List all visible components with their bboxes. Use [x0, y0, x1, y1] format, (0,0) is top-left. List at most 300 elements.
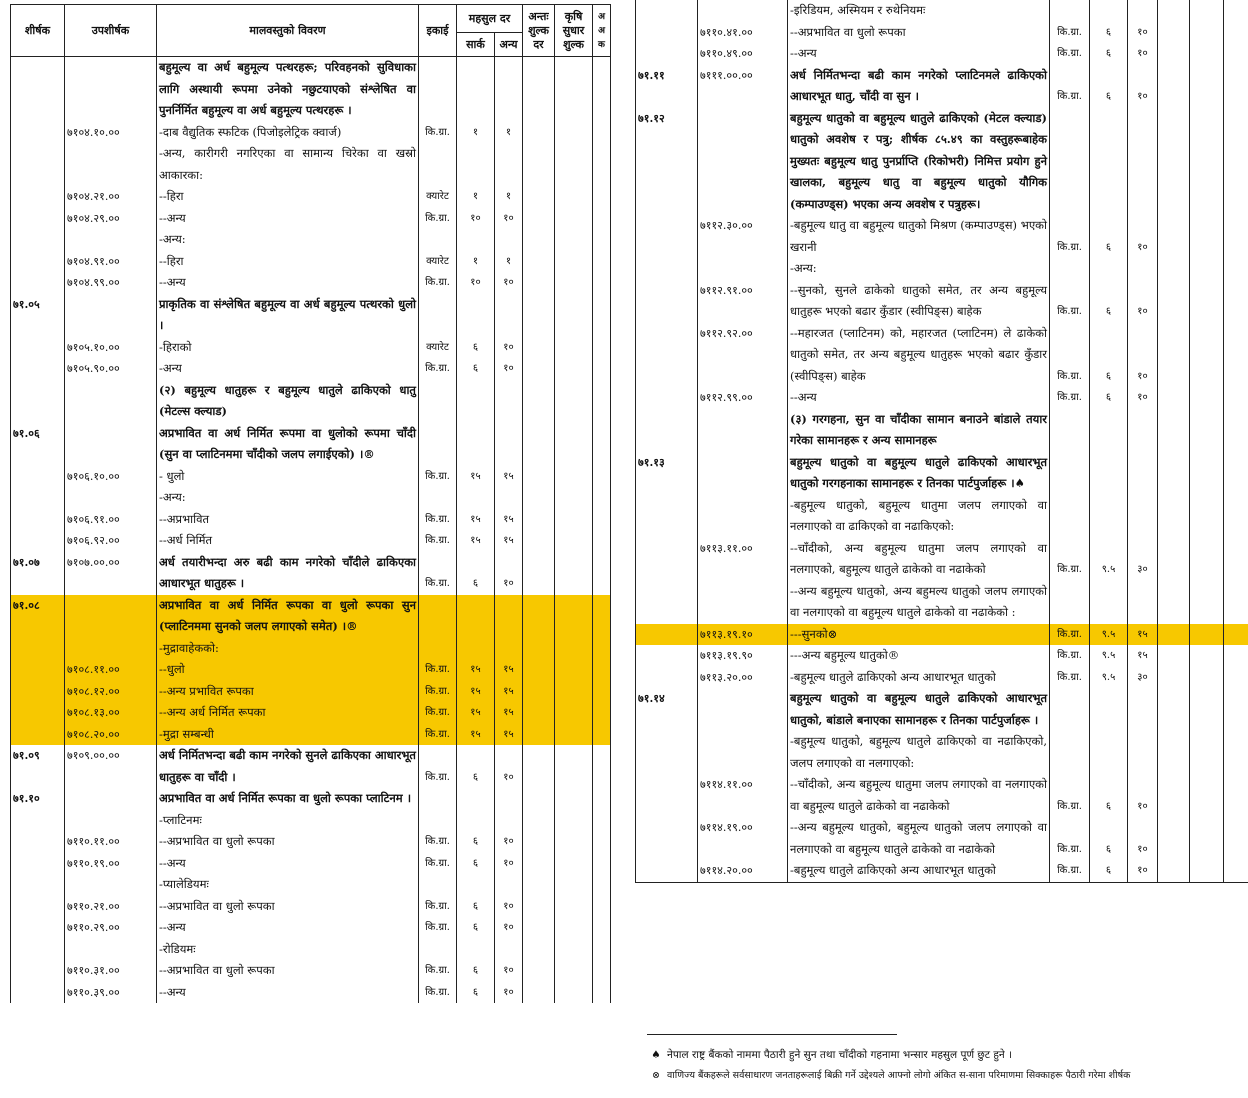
heading-cell: [11, 122, 65, 144]
unit-cell: क्यारेट: [419, 186, 457, 208]
rate-other-cell: १०: [1128, 387, 1158, 409]
rate-sark-cell: [1090, 495, 1128, 538]
inter-duty-cell: [1158, 645, 1190, 667]
rate-sark-cell: ६: [1090, 22, 1128, 44]
rate-sark-cell: [1090, 409, 1128, 452]
table-row: [11, 57, 611, 122]
unit-cell: [1050, 108, 1090, 216]
unit-cell: कि.ग्रा.: [1050, 65, 1090, 108]
last-cell: [1224, 280, 1248, 323]
description-cell: -दाब वैद्युतिक स्फटिक (पिजोइलेट्रिक क्वार्ज): [157, 122, 419, 144]
unit-cell: कि.ग्रा.: [1050, 323, 1090, 388]
subheading-cell: ७११४.११.००: [698, 774, 788, 817]
unit-cell: कि.ग्रा.: [419, 509, 457, 531]
rate-other-cell: १०: [495, 272, 523, 294]
description-cell: --अन्य प्रभावित रूपका: [157, 681, 419, 703]
rate-other-cell: १०: [495, 917, 523, 939]
table-row: [11, 208, 611, 230]
rate-sark-cell: १५: [457, 466, 495, 488]
inter-duty-cell: [523, 810, 555, 832]
unit-cell: कि.ग्रा.: [1050, 817, 1090, 860]
last-cell: [593, 251, 611, 273]
table-row: [636, 258, 1248, 280]
agri-reform-cell: [555, 186, 593, 208]
table-row: [11, 874, 611, 896]
table-row: [11, 788, 611, 810]
rate-other-cell: १०: [495, 960, 523, 982]
rate-sark-cell: ६: [457, 552, 495, 595]
description-cell: --अन्य बहुमूल्य धातुको, बहुमूल्य धातुको जलप लगाएको वा नलगाएको वा बहुमूल्य धातुले ढाकेको वा नढाकेको: [788, 817, 1050, 860]
rate-other-cell: १०: [495, 208, 523, 230]
last-cell: [1224, 495, 1248, 538]
agri-reform-cell: [1190, 409, 1224, 452]
subheading-cell: [698, 731, 788, 774]
subheading-cell: ७११२.९१.००: [698, 280, 788, 323]
rate-sark-cell: [457, 638, 495, 660]
rate-sark-cell: ६: [1090, 43, 1128, 65]
subheading-cell: ७११०.२९.००: [65, 917, 157, 939]
agri-reform-cell: [555, 122, 593, 144]
rate-sark-cell: [1090, 688, 1128, 731]
footnote-1: [645, 1045, 1245, 1065]
last-cell: [593, 466, 611, 488]
unit-cell: कि.ग्रा.: [419, 982, 457, 1004]
rate-sark-cell: ६: [457, 853, 495, 875]
rate-sark-cell: [457, 57, 495, 122]
unit-cell: कि.ग्रा.: [1050, 387, 1090, 409]
subheading-cell: [698, 495, 788, 538]
subheading-cell: ७११०.२१.००: [65, 896, 157, 918]
inter-duty-cell: [523, 143, 555, 186]
subheading-cell: ७१०४.२९.००: [65, 208, 157, 230]
inter-duty-cell: [523, 724, 555, 746]
agri-reform-cell: [555, 896, 593, 918]
subheading-cell: [698, 409, 788, 452]
agri-reform-cell: [555, 939, 593, 961]
table-row: [11, 530, 611, 552]
last-cell: [593, 917, 611, 939]
table-row: [636, 731, 1248, 774]
last-cell: [1224, 538, 1248, 581]
rate-other-cell: १०: [1128, 215, 1158, 258]
rate-sark-cell: ६: [1090, 65, 1128, 108]
subheading-cell: ७१०५.९०.००: [65, 358, 157, 380]
agri-reform-cell: [1190, 387, 1224, 409]
description-cell: ---सुनको⊗: [788, 624, 1050, 646]
inter-duty-cell: [1158, 860, 1190, 882]
subheading-cell: ७१०८.११.००: [65, 659, 157, 681]
table-row: [11, 423, 611, 466]
rate-sark-cell: १५: [457, 509, 495, 531]
subheading-cell: ७११२.३०.००: [698, 215, 788, 258]
rate-other-cell: [1128, 581, 1158, 624]
unit-cell: [419, 229, 457, 251]
col-sark: सार्क: [457, 33, 495, 57]
subheading-cell: ७११२.९९.००: [698, 387, 788, 409]
subheading-cell: ७१०६.९१.००: [65, 509, 157, 531]
rate-other-cell: ३०: [1128, 538, 1158, 581]
table-row: [11, 358, 611, 380]
last-cell: [593, 638, 611, 660]
agri-reform-cell: [1190, 624, 1224, 646]
inter-duty-cell: [523, 423, 555, 466]
subheading-cell: [65, 638, 157, 660]
heading-cell: [636, 667, 698, 689]
inter-duty-cell: [523, 294, 555, 337]
unit-cell: [419, 788, 457, 810]
agri-reform-cell: [555, 552, 593, 595]
heading-cell: ७१.१०: [11, 788, 65, 810]
agri-reform-cell: [555, 530, 593, 552]
subheading-cell: [65, 788, 157, 810]
inter-duty-cell: [1158, 387, 1190, 409]
inter-duty-cell: [1158, 22, 1190, 44]
table-row: [11, 229, 611, 251]
agri-reform-cell: [555, 208, 593, 230]
table-body-right: [636, 0, 1248, 882]
description-cell: बहुमूल्य वा अर्ध बहुमूल्य पत्थरहरू; परिवहनको सुविधाका लागि अस्थायी रूपमा उनेको नछुटयाएको संश्लेषित वा पुनर्निर्मित बहुमूल्य वा अर्ध बहुमूल्य पत्थरहरू ।: [157, 57, 419, 122]
unit-cell: [419, 423, 457, 466]
unit-cell: कि.ग्रा.: [419, 208, 457, 230]
last-cell: [1224, 323, 1248, 388]
unit-cell: कि.ग्रा.: [419, 552, 457, 595]
last-cell: [1224, 581, 1248, 624]
agri-reform-cell: [1190, 0, 1224, 22]
inter-duty-cell: [523, 939, 555, 961]
unit-cell: [1050, 688, 1090, 731]
agri-reform-cell: [1190, 65, 1224, 108]
rate-other-cell: [495, 788, 523, 810]
last-cell: [1224, 860, 1248, 882]
description-cell: अर्ध निर्मितभन्दा बढी काम नगरेको सुनले ढाकिएका आधारभूत धातुहरू वा चाँदी ।: [157, 745, 419, 788]
rate-sark-cell: [1090, 108, 1128, 216]
table-row: [636, 624, 1248, 646]
table-row: [11, 509, 611, 531]
rate-sark-cell: [1090, 731, 1128, 774]
rate-sark-cell: [1090, 581, 1128, 624]
col-heading: शीर्षक: [11, 5, 65, 57]
description-cell: -अन्य:: [157, 229, 419, 251]
description-cell: --चाँदीको, अन्य बहुमूल्य धातुमा जलप लगाएको वा नलगाएको, बहुमूल्य धातुले ढाकेको वा नढाकेको: [788, 538, 1050, 581]
inter-duty-cell: [523, 659, 555, 681]
unit-cell: [419, 487, 457, 509]
table-row: [11, 853, 611, 875]
inter-duty-cell: [1158, 43, 1190, 65]
table-row: [11, 466, 611, 488]
agri-reform-cell: [555, 810, 593, 832]
agri-reform-cell: [1190, 323, 1224, 388]
rate-sark-cell: ६: [1090, 387, 1128, 409]
last-cell: [593, 122, 611, 144]
rate-sark-cell: १०: [457, 208, 495, 230]
heading-cell: [11, 358, 65, 380]
description-cell: --अप्रभावित: [157, 509, 419, 531]
rate-sark-cell: ६: [1090, 774, 1128, 817]
rate-sark-cell: ६: [457, 960, 495, 982]
heading-cell: [11, 337, 65, 359]
description-cell: --सुनको, सुनले ढाकेको धातुको समेत, तर अन्य बहुमूल्य धातुहरू भएको बढार कुँडार (स्वीपिङ्स) बाहेक: [788, 280, 1050, 323]
table-row: [11, 831, 611, 853]
heading-cell: [636, 774, 698, 817]
heading-cell: [11, 960, 65, 982]
inter-duty-cell: [1158, 280, 1190, 323]
heading-cell: [11, 659, 65, 681]
subheading-cell: [65, 229, 157, 251]
description-cell: -बहुमूल्य धातुको, बहुमूल्य धातुले ढाकिएको वा नढाकिएको, जलप लगाएको वा नलगाएको:: [788, 731, 1050, 774]
description-cell: --अप्रभावित वा धुलो रूपका: [157, 896, 419, 918]
rate-other-cell: १५: [495, 466, 523, 488]
subheading-cell: [65, 487, 157, 509]
agri-reform-cell: [1190, 817, 1224, 860]
rate-other-cell: १५: [1128, 645, 1158, 667]
heading-cell: [11, 702, 65, 724]
unit-cell: कि.ग्रा.: [1050, 860, 1090, 882]
rate-other-cell: [495, 143, 523, 186]
rate-other-cell: १०: [1128, 774, 1158, 817]
description-cell: -अन्य:: [788, 258, 1050, 280]
unit-cell: [419, 939, 457, 961]
table-row: [11, 939, 611, 961]
rate-other-cell: १०: [495, 982, 523, 1004]
table-row: [636, 817, 1248, 860]
rate-sark-cell: ६: [1090, 215, 1128, 258]
table-row: [636, 581, 1248, 624]
description-cell: (३) गरगहना, सुन वा चाँदीका सामान बनाउने बांडाले तयार गरेका सामानहरू र अन्य सामानहरू: [788, 409, 1050, 452]
unit-cell: कि.ग्रा.: [419, 358, 457, 380]
rate-other-cell: [495, 939, 523, 961]
inter-duty-cell: [523, 552, 555, 595]
rate-sark-cell: [457, 423, 495, 466]
heading-cell: [636, 323, 698, 388]
inter-duty-cell: [523, 853, 555, 875]
heading-cell: ७१.०५: [11, 294, 65, 337]
last-cell: [593, 509, 611, 531]
rate-sark-cell: [457, 874, 495, 896]
heading-cell: [636, 409, 698, 452]
rate-other-cell: १५: [495, 681, 523, 703]
rate-sark-cell: १: [457, 122, 495, 144]
table-row: [636, 22, 1248, 44]
rate-other-cell: १: [495, 186, 523, 208]
inter-duty-cell: [523, 229, 555, 251]
table-row: [636, 495, 1248, 538]
last-cell: [593, 831, 611, 853]
heading-cell: [636, 215, 698, 258]
table-row: [11, 272, 611, 294]
inter-duty-cell: [523, 745, 555, 788]
unit-cell: कि.ग्रा.: [419, 745, 457, 788]
description-cell: --धुलो: [157, 659, 419, 681]
description-cell: बहुमूल्य धातुको वा बहुमूल्य धातुले ढाकिएको आधारभूत धातुको, बांडाले बनाएका सामानहरू र तिनका पार्टपुर्जाहरू ।: [788, 688, 1050, 731]
description-cell: --अन्य: [788, 43, 1050, 65]
agri-reform-cell: [555, 724, 593, 746]
unit-cell: कि.ग्रा.: [1050, 645, 1090, 667]
agri-reform-cell: [555, 788, 593, 810]
heading-cell: ७१.०९: [11, 745, 65, 788]
agri-reform-cell: [555, 917, 593, 939]
subheading-cell: ७११४.१९.००: [698, 817, 788, 860]
inter-duty-cell: [523, 595, 555, 638]
last-cell: [593, 423, 611, 466]
rate-sark-cell: [457, 229, 495, 251]
inter-duty-cell: [523, 208, 555, 230]
description-cell: -बहुमूल्य धातुले ढाकिएको अन्य आधारभूत धातुको: [788, 860, 1050, 882]
rate-other-cell: १: [495, 251, 523, 273]
heading-cell: [11, 143, 65, 186]
subheading-cell: ७११०.४९.००: [698, 43, 788, 65]
rate-other-cell: १०: [495, 853, 523, 875]
subheading-cell: ७१०९.००.००: [65, 745, 157, 788]
unit-cell: कि.ग्रा.: [419, 272, 457, 294]
heading-cell: ७१.१३: [636, 452, 698, 495]
heading-cell: ७१.११: [636, 65, 698, 108]
agri-reform-cell: [555, 272, 593, 294]
last-cell: [1224, 258, 1248, 280]
last-cell: [1224, 624, 1248, 646]
rate-other-cell: [1128, 495, 1158, 538]
rate-other-cell: [1128, 452, 1158, 495]
unit-cell: कि.ग्रा.: [1050, 538, 1090, 581]
subheading-cell: [65, 939, 157, 961]
unit-cell: कि.ग्रा.: [419, 681, 457, 703]
heading-cell: ७१.०६: [11, 423, 65, 466]
last-cell: [593, 982, 611, 1004]
inter-duty-cell: [1158, 688, 1190, 731]
inter-duty-cell: [523, 358, 555, 380]
agri-reform-cell: [1190, 731, 1224, 774]
rate-sark-cell: ९.५: [1090, 645, 1128, 667]
tariff-table-left: [10, 4, 611, 1003]
last-cell: [1224, 0, 1248, 22]
description-cell: (२) बहुमूल्य धातुहरू र बहुमूल्य धातुले ढाकिएको धातु (मेटल्स क्ल्याड): [157, 380, 419, 423]
circle-cross-icon: ⊗: [652, 1070, 660, 1081]
subheading-cell: [698, 0, 788, 22]
last-cell: [1224, 817, 1248, 860]
agri-reform-cell: [1190, 22, 1224, 44]
description-cell: प्राकृतिक वा संश्लेषित बहुमूल्य वा अर्ध बहुमूल्य पत्थरको धुलो ।: [157, 294, 419, 337]
last-cell: [593, 960, 611, 982]
heading-cell: [11, 186, 65, 208]
tariff-page-right: [635, 0, 1248, 1098]
description-cell: --अन्य अर्ध निर्मित रूपका: [157, 702, 419, 724]
table-row: [636, 452, 1248, 495]
table-row: [636, 280, 1248, 323]
inter-duty-cell: [1158, 624, 1190, 646]
heading-cell: [11, 724, 65, 746]
unit-cell: [419, 638, 457, 660]
col-unit: इकाई: [419, 5, 457, 57]
description-cell: --अन्य बहुमूल्य धातुको, अन्य बहुमल्य धातुको जलप लगाएको वा नलगाएको वा बहुमूल्य धातुले ढाकेको वा नढाकेको :: [788, 581, 1050, 624]
table-row: [11, 917, 611, 939]
tariff-page-left: [0, 0, 612, 1098]
rate-other-cell: १०: [1128, 43, 1158, 65]
description-cell: बहुमूल्य धातुको वा बहुमूल्य धातुले ढाकिएको आधारभूत धातुको गरगहनाका सामानहरू र तिनका पार्टपुर्जाहरू ।♠: [788, 452, 1050, 495]
heading-cell: [636, 538, 698, 581]
description-cell: -अन्य: [157, 358, 419, 380]
agri-reform-cell: [1190, 860, 1224, 882]
description-cell: -बहुमूल्य धातु वा बहुमूल्य धातुको मिश्रण (कम्पाउण्ड्स) भएको खरानी: [788, 215, 1050, 258]
heading-cell: [636, 258, 698, 280]
agri-reform-cell: [1190, 495, 1224, 538]
rate-sark-cell: ६: [457, 896, 495, 918]
subheading-cell: [698, 688, 788, 731]
table-row: [11, 724, 611, 746]
inter-duty-cell: [1158, 667, 1190, 689]
inter-duty-cell: [1158, 774, 1190, 817]
description-cell: -बहुमूल्य धातुको, बहुमूल्य धातुमा जलप लगाएको वा नलगाएको वा ढाकिएको वा नढाकिएको:: [788, 495, 1050, 538]
rate-sark-cell: ६: [457, 982, 495, 1004]
rate-other-cell: [1128, 258, 1158, 280]
last-cell: [1224, 215, 1248, 258]
inter-duty-cell: [523, 982, 555, 1004]
agri-reform-cell: [555, 853, 593, 875]
subheading-cell: ७११३.१९.९०: [698, 645, 788, 667]
subheading-cell: ७१०६.९२.००: [65, 530, 157, 552]
rate-sark-cell: [457, 487, 495, 509]
rate-other-cell: १५: [495, 702, 523, 724]
last-cell: [593, 853, 611, 875]
agri-reform-cell: [555, 745, 593, 788]
unit-cell: [1050, 731, 1090, 774]
heading-cell: [11, 896, 65, 918]
table-row: [636, 215, 1248, 258]
rate-sark-cell: [457, 810, 495, 832]
table-row: [11, 552, 611, 595]
last-cell: [593, 939, 611, 961]
agri-reform-cell: [555, 960, 593, 982]
inter-duty-cell: [1158, 538, 1190, 581]
table-row: [11, 143, 611, 186]
last-cell: [593, 57, 611, 122]
heading-cell: [636, 387, 698, 409]
subheading-cell: ७१०८.१३.००: [65, 702, 157, 724]
rate-sark-cell: [1090, 258, 1128, 280]
agri-reform-cell: [555, 702, 593, 724]
agri-reform-cell: [555, 982, 593, 1004]
last-cell: [593, 272, 611, 294]
inter-duty-cell: [523, 122, 555, 144]
last-cell: [593, 208, 611, 230]
heading-cell: [636, 22, 698, 44]
tariff-table-right: [635, 0, 1248, 883]
description-cell: --हिरा: [157, 186, 419, 208]
rate-sark-cell: [457, 788, 495, 810]
description-cell: ---अन्य बहुमूल्य धातुको®: [788, 645, 1050, 667]
unit-cell: कि.ग्रा.: [419, 659, 457, 681]
inter-duty-cell: [523, 831, 555, 853]
inter-duty-cell: [523, 788, 555, 810]
unit-cell: कि.ग्रा.: [419, 466, 457, 488]
last-cell: [593, 552, 611, 595]
last-cell: [593, 294, 611, 337]
inter-duty-cell: [1158, 495, 1190, 538]
rate-other-cell: १५: [495, 509, 523, 531]
inter-duty-cell: [1158, 817, 1190, 860]
rate-sark-cell: ६: [1090, 280, 1128, 323]
rate-sark-cell: १५: [457, 530, 495, 552]
unit-cell: कि.ग्रा.: [419, 122, 457, 144]
unit-cell: कि.ग्रा.: [419, 917, 457, 939]
agri-reform-cell: [555, 229, 593, 251]
description-cell: -अन्य:: [157, 487, 419, 509]
agri-reform-cell: [1190, 43, 1224, 65]
agri-reform-cell: [1190, 774, 1224, 817]
table-row: [636, 43, 1248, 65]
subheading-cell: ७११०.११.००: [65, 831, 157, 853]
inter-duty-cell: [523, 874, 555, 896]
description-cell: -प्लाटिनमः: [157, 810, 419, 832]
rate-other-cell: १०: [1128, 22, 1158, 44]
